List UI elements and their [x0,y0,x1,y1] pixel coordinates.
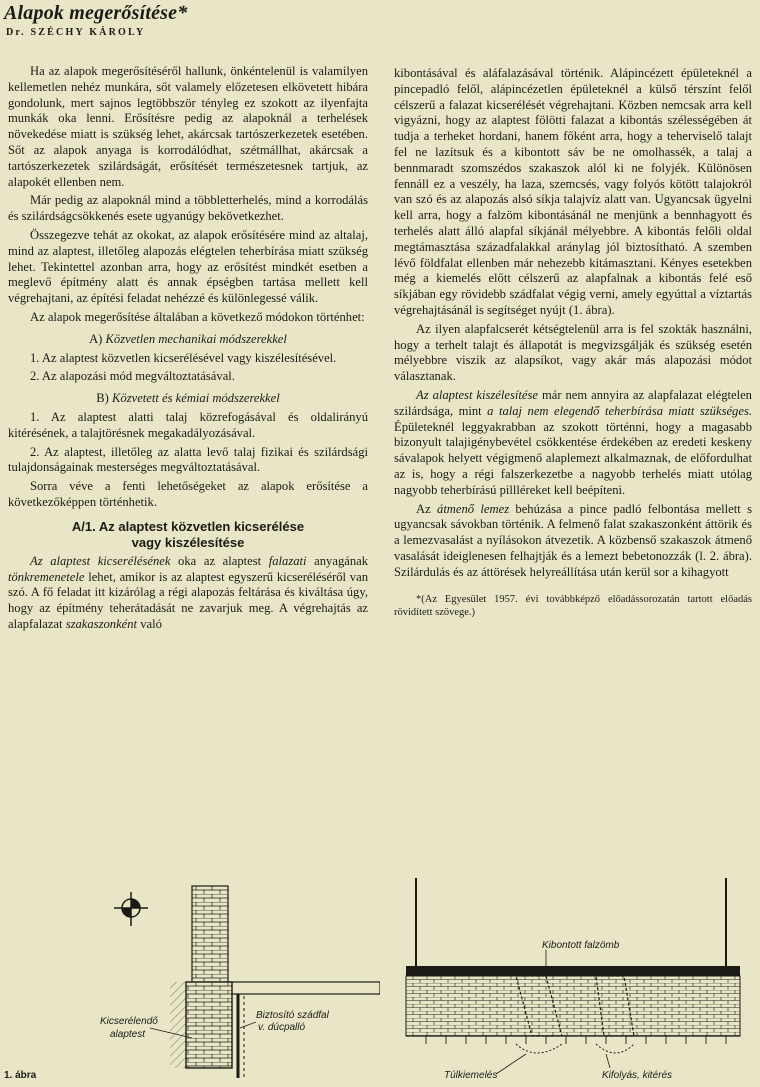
list-item: 2. Az alaptest, illetőleg az alatta levő talaj fizikai és szilárdsági tulajdonságainak mesterséges megváltoztatásával. [8,444,368,475]
subsection-heading: A/1. Az alaptest közvetlen kicserélése vagy kiszélesítése [71,518,305,550]
article-title: Alapok megerősítése* [4,2,188,24]
section-heading-a: A) Közvetlen mechanikai módszerekkel [89,331,287,346]
paragraph: Az átmenő lemez behúzása a pince padló felbontása mellett s ugyancsak sávokban történik. A felmenő falat szakaszonként áttörik és a lemezvasalást a nyílásokon átvezetik. A közbenső szakaszok átmenő vasalását ideiglenesen felhajtják és a lemezt bebetonozzák (l. 2. ábra). Szilárdulás és az áttörések helyreállítása után kerül sor a kihagyott [394,501,752,579]
paragraph: Ha az alapok megerősítéséről hallunk, önkéntelenül is valamilyen kellemetlen nehéz munkára, sőt valamely előzetesen elkövetett hibára gondolunk, mert sajnos legtöbbször tényleg ez szokott az ilyenfajta munkák oka lenni. Erősítésre pedig az alapoknál a terhelések növekedése miatt is szükség lehet, akárcsak tartószerkezetek esetében. Sőt az alapok anyaga is korrodálódhat, szétmállhat, akárcsak a tartószerkezetek szilárdságát, erősítését természetesnek tartjuk, az alapokét ellenben nem. [8,64,368,189]
article-author: Dr. SZÉCHY KÁROLY [6,27,146,38]
figure-1-drawing [0,878,380,1087]
foundation-brickwork [406,976,740,1036]
left-column [8,64,368,636]
paragraph: Sorra véve a fenti lehetőségeket az alapok erősítése a következőképpen történhetik. [8,479,368,509]
soil-hatch [170,982,186,1068]
figure-2-drawing [396,878,760,1087]
footnote: *(Az Egyesület 1957. évi továbbképző előadássorozatán tartott előadás rövidített szövege.) [394,593,752,618]
paragraph: kibontásával és aláfalazásával történik. Alápincézett épületeknél a pincepadló felől, alápincézetlen épületeknél a külső térszínt felől célszerű a falazat kicserélését végrehajtani. Közben nemcsak arra kell vigyázni, hogy az alaptest fölötti falazat a kibontás szélességében át tudja a terheket hordani, hanem főként arra, hogy a teherviselő talajt fel ne lazítsuk és a kibontott sáv be ne omolhassék, a talaj a bennmaradt szomszédos szakaszok alól ki ne folyjék. Különösen fennáll ez a veszély, ha laza, szemcsés, vagy folyós kötött talajokról van szó és az alapozás alsó síkja talajvíz alatt van. Ugyancsak ügyelni kell arra, hogy a falzöm kibontásánál ne menjünk a bennhagyott és terhelés alatt álló alapfal síkjánál mélyebbre. A kibontás felőli oldal megtámasztása századfalakkal aránylag jól biztosítható. A szemben lévő földfalat ellenben már nehezebb kitámasztani. Kényes esetekben még a kiemelés előtt célszerű az alapfalnak a kibontás felé eső síkjában egy rövidebb szádfalat végig verni, amely egyúttal a víztartás végrehajtásánál is segítséget nyújt (1. ábra). [394,66,752,317]
upper-wall [192,886,228,982]
figure-2-label-top: Kibontott falzömb [542,940,620,951]
paragraph: Az alaptest kicserélésének oka az alaptest falazati anyagának tönkremenetele lehet, amikor is az alaptest egyszerű kicseréléséről van szó. A fő feladat itt kizárólag a régi alapozás feltárása és kiváltása úgy, hogy az építmény teherátadását ne zavarjuk meg. A végrehajtás az alapfalazat szakaszonként való [8,553,369,631]
figure-1-caption: 1. ábra [4,1070,37,1081]
paragraph: Összegezve tehát az okokat, az alapok erősítésére mind az altalaj, mind az alaptest, illetőleg alapozás elégtelen teherbírása miatt szükség lehet. Tekintettel azonban arra, hogy az erősítést mindkét esetben a meglevő építmény alatt és annak épségben tartása mellett kell végrehajtani, az építési feladat nehézzé és különlegessé válik. [8,227,368,306]
section-heading-b: B) Közvetett és kémiai módszerekkel [96,391,280,406]
figure-1-label-sheetpile-b: v. dúcpalló [258,1022,306,1033]
top-slab [406,966,740,976]
paragraph: Az alapok megerősítése általában a következő módokon történhet: [30,309,365,324]
right-column [394,66,752,619]
paragraph: Az ilyen alapfalcserét kétségtelenül arra is fel szokták használni, hogy a terhelt talajt és állapotát is megvizsgálják és szükség esetén mélyebbre viszik az alapsíkot, vagy akár más alapozási módot választanak. [394,321,752,384]
figure-2-label-right: Kifolyás, kitérés [602,1070,673,1081]
floor-slab [228,982,380,994]
figure-1-label-replace: Kicserélendő [100,1016,158,1027]
list-item: 2. Az alapozási mód megváltoztatásával. [30,369,235,384]
list-item: 1. Az alaptest alatti talaj közrefogásával és oldalirányú kitérésének, a talajtörésnek megakadályozásával. [8,409,368,440]
figure-1-label-replace-b: alaptest [110,1029,146,1040]
paragraph: Már pedig az alapoknál mind a többletterhelés, mind a korrodálás és szilárdságcsökkenés esete ugyanúgy bekövetkezhet. [8,193,368,224]
foundation-block [186,982,232,1068]
paragraph: Az alaptest kiszélesítése már nem annyira az alapfalazat elégtelen szilárdsága, mint a talaj nem elegendő teherbírása miatt szükséges. Épületeknél leggyakrabban az szokott történni, hogy a magasabb bizonyult talajigénybevétel csökkentése érdekében az eredeti keskeny sávalapok helyett végigmenő alaplemezt alkalmaznak, de előfordulhat az is, hogy a régi falszerkezetbe a nagyobb terhelés miatt utólag nagyobb teherbírású pillléreket kell beépíteni. [394,387,752,497]
list-item: 1. Az alaptest közvetlen kicserélésével vagy kiszélesítésével. [30,350,337,365]
crosshair-icon [114,892,148,926]
figure-2-label-left: Túlkiemelés [444,1070,498,1081]
figure-1-label-sheetpile: Biztosító szádfal [256,1010,329,1021]
